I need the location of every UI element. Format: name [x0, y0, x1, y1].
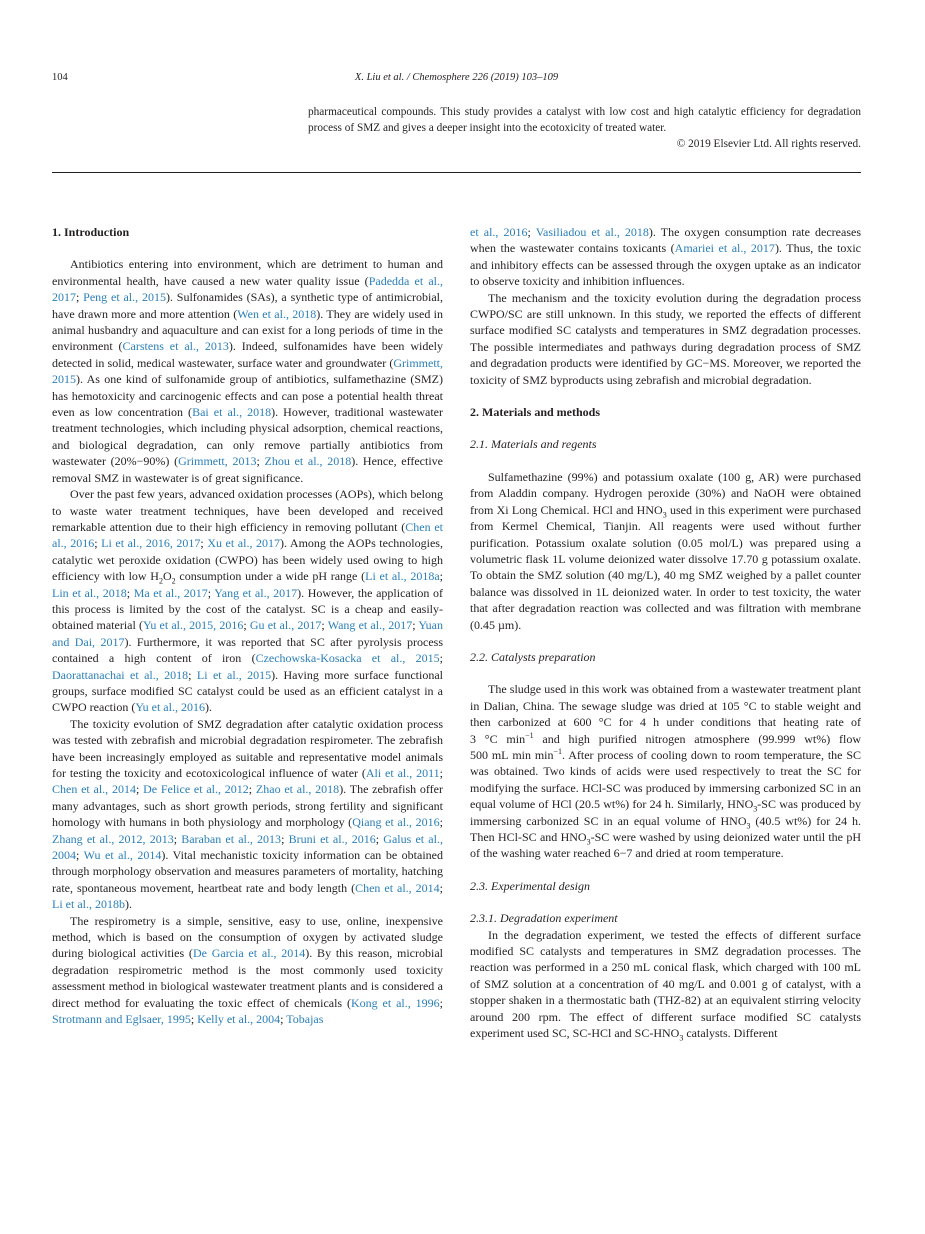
citation-link[interactable]: Grimmett, 2013	[178, 454, 257, 469]
intro-paragraph-4-cont: et al., 2016; Vasiliadou et al., 2018). The oxygen consumption rate decreases when the wastewater contains toxicants (Amariei et al., 2017). Thus, the toxic and inhibitory effects can be assessed through the oxygen uptake as an indicator to observe toxicity and inhibition influences.	[470, 225, 862, 289]
intro-paragraph-3: The toxicity evolution of SMZ degradation after catalytic oxidation process was tested with zebrafish and microbial degradation respirometer. The zebrafish have been increasingly employed as suitable and representative model animals for testing the toxicity and ecotoxicological influence of water (Ali et al., 2011; Chen et al., 2014; De Felice et al., 2012; Zhao et al., 2018). The zebrafish offer many advantages, such as short growth periods, strong fertility and significant homology with humans in both physiology and morphology (Qiang et al., 2016; Zhang et al., 2012, 2013; Baraban et al., 2013; Bruni et al., 2016; Galus et al., 2004; Wu et al., 2014). Vital mechanistic toxicity information can be obtained through morphology observation and measures parameters of mortality, hatching rate, spontaneous movement, heartbeat rate and body length (Chen et al., 2014; Li et al., 2018b).	[52, 716, 443, 912]
intro-paragraph-4: The respirometry is a simple, sensitive, easy to use, online, inexpensive method, which is based on the consumption of oxygen by activated sludge during biological activities (De Garcia et al., 2014). By this reason, microbial degradation respirometric method is the most commonly used toxicity assessment method in biological wastewater treatment plants and is considered a direct method for evaluating the toxic effect of chemicals (Kong et al., 1996; Strotmann and Eglsaer, 1995; Kelly et al., 2004; Tobajas	[52, 913, 443, 1027]
citation-link[interactable]: Vasiliadou et al., 2018	[535, 225, 649, 239]
citation-link[interactable]: Li et al., 2018b	[52, 897, 125, 912]
citation-link[interactable]: Chen et al., 2016	[52, 519, 443, 551]
subsection-heading-materials: 2.1. Materials and regents	[470, 437, 597, 452]
citation-link[interactable]: Bruni et al., 2016	[288, 831, 376, 846]
citation-link[interactable]: Qiang et al., 2016	[352, 815, 440, 830]
citation-link[interactable]: Daorattanachai et al., 2018	[52, 667, 189, 682]
citation-link[interactable]: Kelly et al., 2004	[197, 1012, 281, 1027]
citation-link[interactable]: Yu et al., 2016	[135, 700, 205, 715]
right-column	[470, 224, 861, 1041]
citation-link[interactable]: Zhou et al., 2018	[264, 454, 352, 469]
citation-link[interactable]: Wu et al., 2014	[83, 848, 162, 863]
catalysts-paragraph: The sludge used in this work was obtained from a wastewater treatment plant in Dalian, China. The sewage sludge was dried at 105 °C to stable weight and then carbonized at 600 °C for 4 h under conditions that heating rate of 3 °C $\min^{-1}$ and high purified nitrogen atmosphere (99.999 wt%) flow 500 mL $\min \min^{-1}$. After process of cooling down to room temperature, the SC was obtained. Two kinds of acids were used respectively to treat the SC for modifying the surface. HCl-SC was produced by immersing carbonized SC in an equal volume of HCl (20.5 wt%) for 24 h. Similarly, $HNO_3-SC$ was produced by immersing carbonized SC in an equal volume of $HNO_3$ (40.5 wt%) for 24 h. Then HCl-SC and $HNO_3-SC$ were washed by using deionized water until the pH of the washing water reached 6−7 and dried at room temperature.	[470, 682, 861, 861]
citation-link[interactable]: Padedda et al., 2017	[52, 273, 443, 305]
citation-link[interactable]: Lin et al., 2018	[52, 585, 127, 600]
citation-link[interactable]: Chen et al., 2014	[52, 782, 136, 797]
citation-link[interactable]: Zhao et al., 2018	[255, 782, 340, 797]
citation-link[interactable]: Yang et al., 2017	[214, 585, 298, 600]
citation-link[interactable]: Tobajas	[286, 1012, 324, 1027]
citation-link[interactable]: Carstens et al., 2013	[122, 339, 229, 354]
citation-link[interactable]: Wang et al., 2017	[327, 618, 413, 633]
intro-paragraph-1: Antibiotics entering into environment, which are detriment to human and environmental health, have caused a new water quality issue (Padedda et al., 2017; Peng et al., 2015). Sulfonamides (SAs), a synthetic type of antimicrobial, have drawn more and more attention (Wen et al., 2018). They are widely used in animal husbandry and aquaculture and can exist for a long periods of time in the environment (Carstens et al., 2013). Indeed, sulfonamides have been widely detected in solid, medical wastewater, surface water and groundwater (Grimmett, 2015). As one kind of sulfonamide group of antibiotics, sulfamethazine (SMZ) has hemotoxicity and carcinogenic effects and can pose a potential health threat even as low concentration (Bai et al., 2018). However, traditional wastewater treatment technologies, which including physical adsorption, chemical reactions, and biological degradation, can only remove partially antibiotics from wastewater (20%−90%) (Grimmett, 2013; Zhou et al., 2018). Hence, effective removal SMZ in wastewater is of great significance.	[52, 257, 444, 485]
citation-link[interactable]: Kong et al., 1996	[351, 995, 440, 1010]
citation-link[interactable]: Baraban et al., 2013	[181, 831, 282, 846]
citation-link[interactable]: Peng et al., 2015	[83, 290, 166, 305]
citation-link[interactable]: Bai et al., 2018	[192, 405, 272, 420]
degradation-paragraph: In the degradation experiment, we tested the effects of different surface modified SC catalysts and temperatures in SMZ degradation processes. The reaction was performed in a 250 mL conical flask, which charged with 100 mL of SMZ solution at a concentration of 40 mg/L and 0.001 g of catalyst, with a stopper shaken in a thermostatic bath (THZ-82) at an equivalent stirring velocity around 200 rpm. The effect of different surface modified SC catalysts experiment used SC, SC-HCl and $SC-HNO_3$ catalysts. Different	[470, 927, 861, 1043]
page-number: 104	[52, 72, 68, 83]
citation-link[interactable]: Ali et al., 2011	[365, 766, 440, 780]
subsection-heading-design: 2.3. Experimental design	[470, 878, 590, 893]
abstract-tail	[308, 104, 861, 153]
left-column	[52, 224, 443, 1028]
citation-link[interactable]: Amariei et al., 2017	[674, 241, 775, 256]
intro-paragraph-5: The mechanism and the toxicity evolution during the degradation process CWPO/SC are still unknown. In this study, we reported the effects of different surface modified SC catalysts and temperatures in SMZ degradation processes. The possible intermediates and pathways during degradation process of SMZ and degradation products were identified by GC−MS. Moreover, we reported the toxicity of SMZ byproducts using zebrafish and microbial degradation.	[470, 290, 861, 387]
intro-paragraph-2: Over the past few years, advanced oxidation processes (AOPs), which belong to waste water treatment techniques, have been developed and received remarkable attention due to their high efficiency in removing pollutant (Chen et al., 2016; Li et al., 2016, 2017; Xu et al., 2017). Among the AOPs technologies, catalytic wet peroxide oxidation (CWPO) has been widely used owing to high efficiency with low $H_2O_2$ consumption under a wide pH range (Li et al., 2018a; Lin et al., 2018; Ma et al., 2017; Yang et al., 2017). However, the application of this process is limited by the cost of the catalyst. SC is a cheap and easily-obtained material (Yu et al., 2015, 2016; Gu et al., 2017; Wang et al., 2017; Yuan and Dai, 2017). Furthermore, it was reported that SC after pyrolysis process contained a high content of iron (Czechowska-Kosacka et al., 2015; Daorattanachai et al., 2018; Li et al., 2015). Having more surface functional groups, surface modified SC catalyst could be used as an efficient catalyst in a CWPO reaction (Yu et al., 2016).	[52, 487, 444, 715]
citation-link[interactable]: Yuan and Dai, 2017	[52, 618, 443, 649]
citation-link[interactable]: Zhang et al., 2012, 2013	[52, 831, 174, 846]
citation-link[interactable]: Xu et al., 2017	[207, 536, 281, 551]
citation-link[interactable]: Yu et al., 2015, 2016	[142, 618, 244, 633]
citation-link[interactable]: Li et al., 2015	[196, 667, 272, 682]
section-heading-methods: 2. Materials and methods	[470, 405, 600, 420]
citation-link[interactable]: Li et al., 2016, 2017	[101, 536, 201, 551]
citation-link[interactable]: Gu et al., 2017	[249, 618, 322, 633]
citation-link[interactable]: Li et al., 2018a	[365, 569, 440, 584]
running-head: X. Liu et al. / Chemosphere 226 (2019) 103–109	[354, 72, 559, 83]
copyright: © 2019 Elsevier Ltd. All rights reserved.	[676, 138, 861, 151]
citation-link[interactable]: Chen et al., 2014	[355, 880, 440, 895]
citation-link[interactable]: De Garcia et al., 2014	[192, 946, 306, 961]
abstract-text: pharmaceutical compounds. This study provides a catalyst with low cost and high catalytic efficiency for degradation process of SMZ and gives a deeper insight into the ecotoxicity of treated water.	[308, 106, 861, 135]
section-heading-introduction: 1. Introduction	[52, 225, 130, 239]
subsection-heading-degradation: 2.3.1. Degradation experiment	[470, 911, 618, 926]
citation-link[interactable]: Czechowska-Kosacka et al., 2015	[255, 651, 440, 666]
page-header	[52, 72, 861, 88]
materials-paragraph: Sulfamethazine (99%) and potassium oxalate (100 g, AR) were purchased from Aladdin company. Hydrogen peroxide (30%) and NaOH were obtained from Xi Long Chemical. HCl and $HNO_3$ used in this experiment were purchased from Kermel Chemical, Tianjin. All reagents were used without further purification. Potassium oxalate solution (0.05 mol/L) was prepared using a volumetric flask 1L volume deionized water dissolve 17.70 g potassium oxalate. To obtain the SMZ solution (40 mg/L), 40 mg SMZ weighed by a pallet counter balance was dissolved in 1L deionized water. In order to test toxicity, the water that after degradation reaction was collected and was filtration with membrane (0.45 µm).	[470, 469, 862, 632]
citation-link[interactable]: Wen et al., 2018	[237, 306, 317, 321]
citation-link[interactable]: De Felice et al., 2012	[143, 782, 249, 797]
citation-link[interactable]: Strotmann and Eglsaer, 1995	[52, 1012, 191, 1027]
citation-link[interactable]: et al., 2016	[470, 225, 528, 239]
subsection-heading-catalysts: 2.2. Catalysts preparation	[470, 649, 596, 664]
citation-link[interactable]: Galus et al., 2004	[52, 831, 443, 863]
citation-link[interactable]: Ma et al., 2017	[133, 585, 208, 600]
citation-link[interactable]: Grimmett, 2015	[52, 355, 443, 387]
divider-rule	[52, 172, 861, 173]
